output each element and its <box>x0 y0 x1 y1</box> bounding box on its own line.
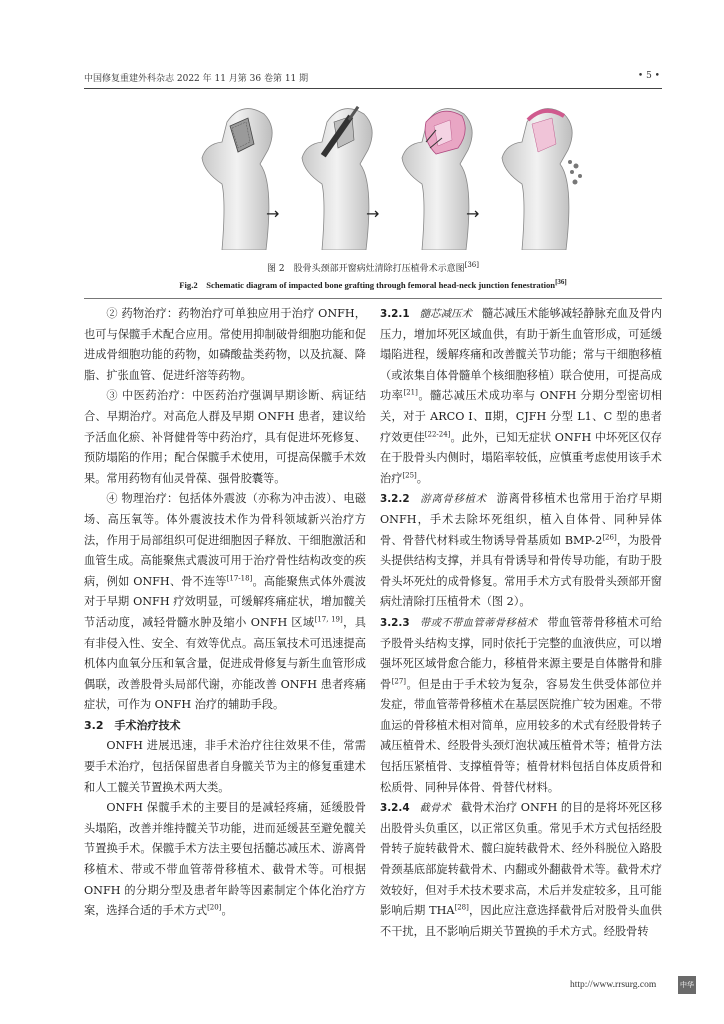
paragraph-hip-preserving: ONFH 保髋手术的主要目的是减轻疼痛，延缓股骨头塌陷，改善并维持髋关节功能，进而延缓甚至避免髋关节置换手术。保髋手术方法主要包括髓芯减压术、游离骨移植术、带或不带血管蒂骨移植术、截骨术等。可根据 ONFH 的分期分型及患者年龄等因素制定个体化治疗方案，选择合适的手术方式[20]。 <box>84 801 366 918</box>
subsection-free-bone-graft: 3.2.2 游离骨移植术 游离骨移植术也常用于治疗早期 ONFH，手术去除坏死组织，植入自体骨、同种异体骨、骨替代材料或生物诱导骨基质如 BMP-2[26]，为股骨头提供结构支撑，并具有骨诱导和骨传导功能，有助于股骨头坏死灶的成骨修复。常用手术方式有股骨头颈部开窗病灶清除打压植骨术（图 2）。 <box>380 492 662 609</box>
footer-badge: 中华 <box>678 976 696 994</box>
footer-url[interactable]: http://www.rrsurg.com <box>570 980 657 990</box>
running-header <box>84 71 660 85</box>
femur-stage-4 <box>502 109 582 250</box>
figure-caption-en: Fig.2 Schematic diagram of impacted bone grafting through femoral head-neck junction fenestration[36] <box>179 278 567 290</box>
femur-diagram <box>182 92 582 250</box>
left-column <box>84 304 366 922</box>
subsection-vascularized-graft: 3.2.3 带或不带血管蒂骨移植术 带血管蒂骨移植术可给予股骨头结构支撑，同时依托于完整的血液供应，可以增强坏死区域骨愈合能力，移植骨来源主要是自体髂骨和腓骨[27]。但是由于手术较为复杂，容易发生供受体部位并发症，带血管蒂骨移植术在基层医院推广较为困难。不带血运的骨移植术相对简单，应用较多的术式有经股骨转子减压植骨术、经股骨头颈灯泡状减压植骨术等；植骨方法包括压紧植骨、支撑植骨等；植骨材料包括自体皮质骨和松质骨、同种异体骨、骨替代材料。 <box>380 615 662 794</box>
subsection-osteotomy: 3.2.4 截骨术 截骨术治疗 ONFH 的目的是将坏死区移出股骨头负重区，以正常区负重。常见手术方式包括经股骨转子旋转截骨术、髋臼旋转截骨术、经外科脱位入路股骨颈基底部旋转截骨术、内翻或外翻截骨术等。截骨术疗效较好，但对手术技术要求高，术后并发症较多，且可能影响后期 THA[28]，因此应注意选择截骨后对股骨头血供不干扰，且不影响后期关节置换的手术方式。经股骨转 <box>380 801 663 938</box>
page-number: • 5 • <box>637 71 660 81</box>
paragraph-tcm-therapy: ③ 中医药治疗：中医药治疗强调早期诊断、病证结合、早期治疗。对高危人群及早期 ONFH 患者，建议给予活血化瘀、补肾健骨等中药治疗，具有促进坏死修复、预防塌陷的作用；配合保髋手术使用，可提高保髋手术效果。常用药物有仙灵骨葆、强骨胶囊等。 <box>84 389 366 485</box>
figure-caption-cn: 图 2 股骨头颈部开窗病灶清除打压植骨术示意图[36] <box>267 261 479 274</box>
paragraph-surgery-intro: ONFH 进展迅速，非手术治疗往往效果不佳，常需要手术治疗，包括保留患者自身髋关节为主的修复重建术和人工髋关节置换术两大类。 <box>84 739 366 794</box>
arrow-1: → <box>266 204 280 223</box>
arrow-3: → <box>466 204 480 223</box>
paragraph-drug-therapy: ② 药物治疗：药物治疗可单独应用于治疗 ONFH，也可与保髋手术配合应用。常使用抑制破骨细胞功能和促进成骨细胞功能的药物，如磷酸盐类药物，以及抗凝、降脂、扩张血管、促进纤溶等药物。 <box>84 307 366 382</box>
femur-stage-2 <box>302 106 372 250</box>
header-rule <box>84 88 662 89</box>
right-column <box>380 304 662 942</box>
figure-2 <box>182 92 582 250</box>
femur-stage-3 <box>402 109 472 250</box>
section-heading-surgery: 3.2 手术治疗技术 <box>84 718 181 732</box>
femur-stage-1 <box>202 109 272 250</box>
subsection-core-decompression: 3.2.1 髓芯减压术 髓芯减压术能够减轻静脉充血及骨内压力，增加坏死区域血供，有助于新生血管形成，可延缓塌陷进程，缓解疼痛和改善髋关节功能；常与干细胞移植（或浓集自体骨髓单个核细胞移植）联合使用，可提高成功率[21]。髓芯减压术成功率与 ONFH 分期分型密切相关，对于 ARCO Ⅰ、Ⅱ期，CJFH 分型 L1、C 型的患者疗效更佳[22-24]。此外，已知无症状 ONFH 中坏死区仅存在于股骨头内侧时，塌陷率较低，应慎重考虑使用该手术治疗[25]。 <box>380 307 662 485</box>
caption-rule <box>84 298 662 299</box>
paragraph-physical-therapy: ④ 物理治疗：包括体外震波（亦称为冲击波）、电磁场、高压氧等。体外震波技术作为骨科领域新兴治疗方法，作用于局部组织可促进细胞因子释放、干细胞激活和血管生成。高能聚焦式震波可用于治疗骨性结构改变的疾病，例如 ONFH、骨不连等[17-18]。高能聚焦式体外震波对于早期 ONFH 疗效明显，可缓解疼痛症状，增加髋关节活动度，减轻骨髓水肿及缩小 ONFH 区域[17, 19]，具有非侵入性、安全、有效等优点。高压氧技术可迅速提高机体内血氧分压和氧含量，促进成骨修复与新生血管形成偶联，改善股骨头局部代谢，亦能改善 ONFH 患者疼痛症状，可作为 ONFH 治疗的辅助手段。 <box>84 492 366 712</box>
journal-title: 中国修复重建外科杂志 2022 年 11 月第 36 卷第 11 期 <box>84 74 309 84</box>
arrow-2: → <box>366 204 380 223</box>
